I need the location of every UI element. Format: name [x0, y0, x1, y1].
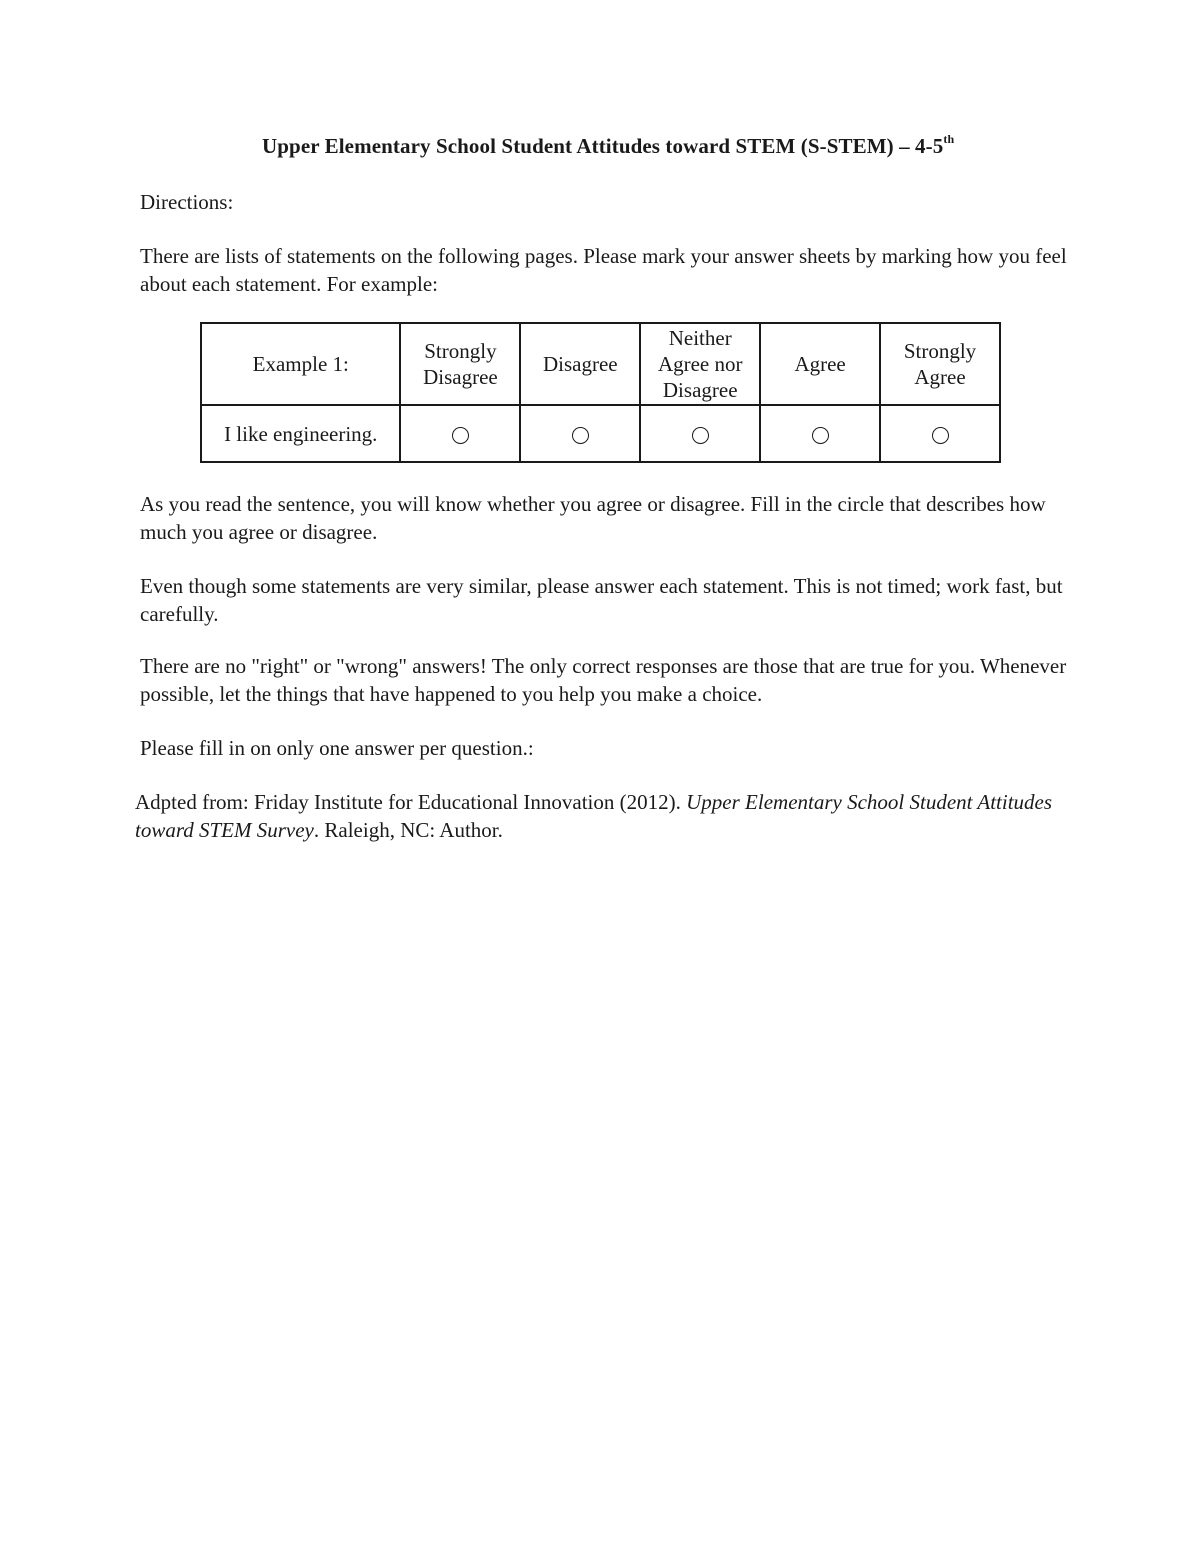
radio-cell-agree: [760, 405, 880, 462]
even-paragraph: Even though some statements are very similar, please answer each statement. This is not timed; work fast, but carefully.: [140, 574, 1063, 626]
citation-title: Upper Elementary School Student Attitudes toward STEM Survey: [135, 790, 1053, 842]
right-wrong-paragraph: There are no "right" or "wrong" answers! The only correct responses are those that are true for you. Whenever possible, let the things that have happened to you help you make a choice.: [140, 654, 1067, 706]
radio-circle-icon[interactable]: [572, 427, 589, 444]
read-paragraph: As you read the sentence, you will know whether you agree or disagree. Fill in the circle that describes how much you agree or disagree.: [140, 492, 1046, 544]
radio-cell-disagree: [520, 405, 640, 462]
title-superscript: th: [943, 132, 955, 146]
example-header-row: [201, 323, 1000, 405]
option-disagree: Disagree: [520, 323, 640, 405]
radio-cell-neither: [640, 405, 760, 462]
intro-paragraph: There are lists of statements on the following pages. Please mark your answer sheets by marking how you feel about each statement. For example:: [140, 244, 1067, 296]
example-table: [200, 322, 1001, 463]
example-statement: I like engineering.: [201, 405, 400, 462]
radio-cell-strongly-agree: [880, 405, 1000, 462]
radio-cell-strongly-disagree: [400, 405, 520, 462]
directions-label: Directions:: [140, 190, 234, 214]
example-statement-row: [201, 405, 1000, 462]
option-neither: Neither Agree nor Disagree: [640, 323, 760, 405]
radio-circle-icon[interactable]: [812, 427, 829, 444]
example-label: Example 1:: [201, 323, 400, 405]
radio-circle-icon[interactable]: [932, 427, 949, 444]
citation-suffix: . Raleigh, NC: Author.: [313, 818, 503, 842]
option-agree: Agree: [760, 323, 880, 405]
option-strongly-agree: Strongly Agree: [880, 323, 1000, 405]
option-strongly-disagree: Strongly Disagree: [400, 323, 520, 405]
title-text: Upper Elementary School Student Attitudes toward STEM (S-STEM) – 4-5: [262, 134, 944, 158]
page-title: [262, 134, 954, 159]
radio-circle-icon[interactable]: [692, 427, 709, 444]
radio-circle-icon[interactable]: [452, 427, 469, 444]
citation: [135, 788, 1075, 844]
citation-prefix: Adpted from: Friday Institute for Educational Innovation (2012).: [135, 790, 687, 814]
fill-instruction: Please fill in on only one answer per question.:: [140, 736, 534, 760]
